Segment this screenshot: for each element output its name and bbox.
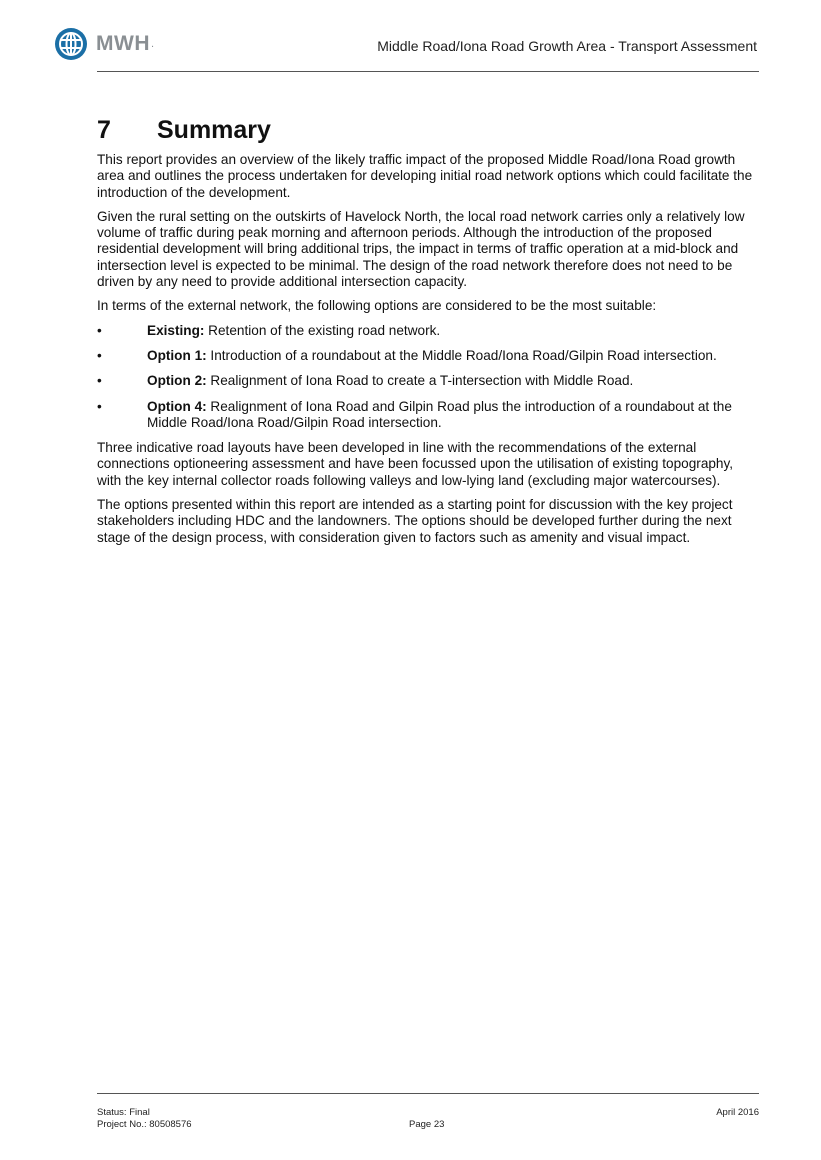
paragraph: This report provides an overview of the likely traffic impact of the proposed Middle Road/Iona Road growth area and outlines the process undertaken for developing initial road network options which could facilitate the introduction of the development. xyxy=(97,152,753,200)
option-text: Introduction of a roundabout at the Middle Road/Iona Road/Gilpin Road intersection. xyxy=(206,347,717,363)
section-heading xyxy=(97,116,759,145)
bullet-icon: • xyxy=(97,398,102,414)
list-item xyxy=(97,323,759,339)
footer-date: April 2016 xyxy=(716,1107,759,1118)
list-item xyxy=(97,399,759,432)
options-list xyxy=(97,323,759,431)
option-label: Existing: xyxy=(147,322,205,338)
section-number: 7 xyxy=(97,116,111,144)
company-logo xyxy=(54,26,174,62)
list-item xyxy=(97,373,759,389)
footer-project-number: Project No.: 80508576 xyxy=(97,1119,192,1130)
paragraph: In terms of the external network, the following options are considered to be the most suitable: xyxy=(97,298,657,314)
option-text: Retention of the existing road network. xyxy=(204,322,441,338)
page-header xyxy=(0,0,821,76)
page-number: Page 23 xyxy=(409,1119,445,1130)
bullet-icon: • xyxy=(97,373,102,389)
section-title: Summary xyxy=(157,116,271,144)
header-divider xyxy=(97,71,759,72)
paragraph: The options presented within this report are intended as a starting point for discussion with the key project stakeholders including HDC and the landowners. The options should be developed further during the next stage of the design process, with consideration given to factors such as amenity and visual impact. xyxy=(97,497,733,545)
option-label: Option 2: xyxy=(147,373,207,389)
logo-wordmark: MWH xyxy=(96,32,150,55)
paragraph: Three indicative road layouts have been developed in line with the recommendations of the external connections optioneering assessment and have been focussed upon the utilisation of existing topography, with the key internal collector roads following valleys and low-lying land (excluding major watercourses). xyxy=(97,440,734,488)
option-label: Option 1: xyxy=(147,347,207,363)
option-label: Option 4: xyxy=(147,398,207,414)
bullet-icon: • xyxy=(97,322,102,338)
footer-divider xyxy=(97,1093,759,1094)
globe-icon xyxy=(54,27,88,61)
paragraph: Given the rural setting on the outskirts of Havelock North, the local road network carries only a relatively low volume of traffic during peak morning and afternoon periods. Although the introduction of the proposed residential development will bring additional trips, the impact in terms of traffic operation at a mid-block and intersection level is expected to be minimal. The design of the road network therefore does not need to be driven by any need to provide additional intersection capacity. xyxy=(97,208,745,290)
bullet-icon: • xyxy=(97,347,102,363)
main-content xyxy=(97,116,759,554)
list-item xyxy=(97,348,759,364)
logo-dot: . xyxy=(150,38,155,50)
option-text: Realignment of Iona Road and Gilpin Road plus the introduction of a roundabout at the Middle Road/Iona Road/Gilpin Road intersection. xyxy=(147,398,732,430)
document-title: Middle Road/Iona Road Growth Area - Transport Assessment xyxy=(377,38,757,54)
footer-status: Status: Final xyxy=(97,1107,150,1118)
option-text: Realignment of Iona Road to create a T-intersection with Middle Road. xyxy=(206,373,634,389)
